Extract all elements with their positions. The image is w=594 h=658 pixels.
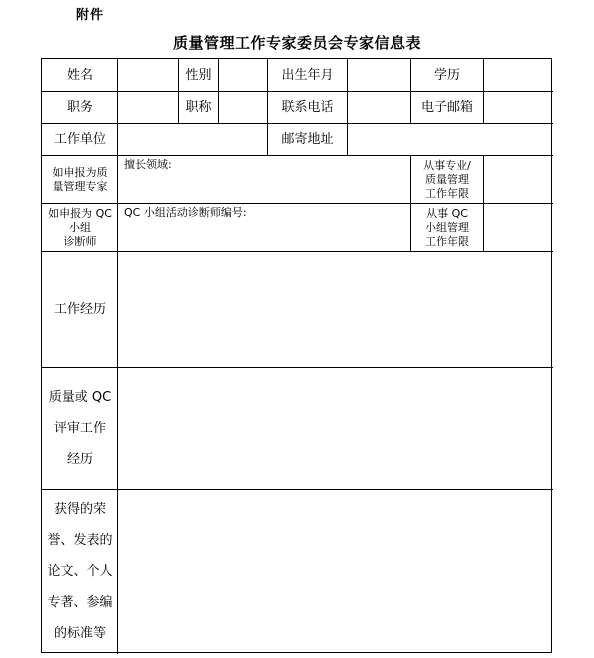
label-line: 如申报为 QC xyxy=(48,206,112,220)
label-workplace: 工作单位 xyxy=(53,131,106,147)
label-line: 质量或 QC xyxy=(48,390,112,405)
col-divider xyxy=(218,59,219,123)
label-line: 誉、发表的 xyxy=(47,532,113,548)
row-divider xyxy=(42,251,553,252)
label-line: 专著、参编 xyxy=(47,594,113,610)
label-line: 质量管理 xyxy=(425,172,469,186)
label-line: 小组 xyxy=(69,220,91,234)
label-line: 诊断师 xyxy=(63,234,97,248)
label-line: 如申报为质 xyxy=(52,165,108,179)
expert-info-form xyxy=(41,58,552,653)
col-divider xyxy=(347,59,348,155)
label-name: 姓名 xyxy=(66,67,93,83)
label-line: 经历 xyxy=(66,452,93,467)
label-address: 邮寄地址 xyxy=(281,131,334,147)
label-quality-expert xyxy=(43,156,117,203)
label-gender: 性别 xyxy=(185,67,212,83)
col-divider xyxy=(483,59,484,123)
label-line: 论文、个人 xyxy=(47,563,113,579)
label-phone: 联系电话 xyxy=(281,99,334,115)
label-line: 的标准等 xyxy=(53,625,106,641)
col-divider xyxy=(117,59,118,654)
label-qc-number: QC 小组活动诊断师编号: xyxy=(124,206,247,219)
label-expertise-field: 擅长领域: xyxy=(124,158,172,171)
label-line: 工作年限 xyxy=(425,234,469,248)
label-line: 评审工作 xyxy=(53,421,106,436)
col-divider xyxy=(483,155,484,251)
label-line: 获得的荣 xyxy=(53,501,106,517)
label-position: 职务 xyxy=(66,99,93,115)
label-qc-years xyxy=(411,204,483,251)
form-title: 质量管理工作专家委员会专家信息表 xyxy=(172,34,421,52)
row-divider xyxy=(42,367,553,368)
label-work-experience: 工作经历 xyxy=(53,301,106,317)
attachment-label: 附件 xyxy=(76,8,105,23)
label-education: 学历 xyxy=(433,67,460,83)
label-line: 工作年限 xyxy=(425,186,469,200)
label-line: 小组管理 xyxy=(425,220,469,234)
label-email: 电子邮箱 xyxy=(420,99,473,115)
label-line: 从事 QC xyxy=(426,206,468,220)
label-qc-diagnostician xyxy=(43,204,117,251)
label-review-experience xyxy=(43,368,117,489)
label-title: 职称 xyxy=(185,99,212,115)
label-quality-years xyxy=(411,156,483,203)
label-birth: 出生年月 xyxy=(281,67,334,83)
label-honors-publications xyxy=(43,490,117,652)
row-divider xyxy=(42,489,553,490)
label-line: 量管理专家 xyxy=(52,179,108,193)
label-line: 从事专业/ xyxy=(423,158,471,172)
